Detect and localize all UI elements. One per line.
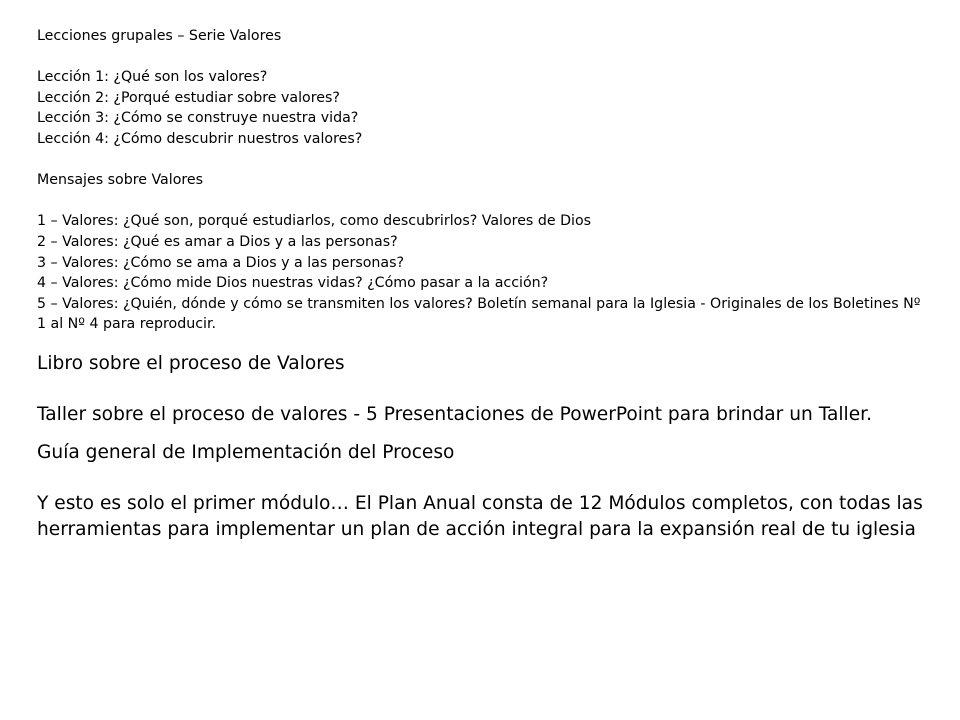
spacer [37,191,930,212]
message-3: 3 – Valores: ¿Cómo se ama a Dios y a las personas? [37,254,405,271]
book-line: Libro sobre el proceso de Valores [37,352,345,374]
lesson-4: Lección 4: ¿Cómo descubrir nuestros valores? [37,130,363,147]
message-4: 4 – Valores: ¿Cómo mide Dios nuestras vidas? ¿Cómo pasar a la acción? [37,275,549,292]
spacer [37,427,930,440]
spacer [37,47,930,68]
spacer [37,376,930,402]
lesson-1: Lección 1: ¿Qué son los valores? [37,69,268,86]
message-1: 1 – Valores: ¿Qué son, porqué estudiarlos, como descubrirlos? Valores de Dios [37,213,592,230]
closing-paragraph: Y esto es solo el primer módulo… El Plan Anual consta de 12 Módulos completos, con todas las herramientas para implementar un plan de acción integral para la expansión real de tu iglesia [37,493,923,540]
lesson-3: Lección 3: ¿Cómo se construye nuestra vida? [37,110,359,127]
series-title: Lecciones grupales – Serie Valores [37,28,282,44]
lesson-2: Lección 2: ¿Porqué estudiar sobre valores? [37,89,340,106]
guide-line: Guía general de Implementación del Proceso [37,442,455,464]
workshop-line: Taller sobre el proceso de valores - 5 Presentaciones de PowerPoint para brindar un Taller. [37,403,872,425]
messages-title: Mensajes sobre Valores [37,172,204,189]
spacer [37,150,930,171]
message-2: 2 – Valores: ¿Qué es amar a Dios y a las personas? [37,233,398,250]
spacer [37,466,930,492]
message-5: 5 – Valores: ¿Quién, dónde y cómo se transmiten los valores? Boletín semanal para la Iglesia - Originales de los Boletines Nº 1 al Nº 4 para reproducir. [37,295,921,333]
